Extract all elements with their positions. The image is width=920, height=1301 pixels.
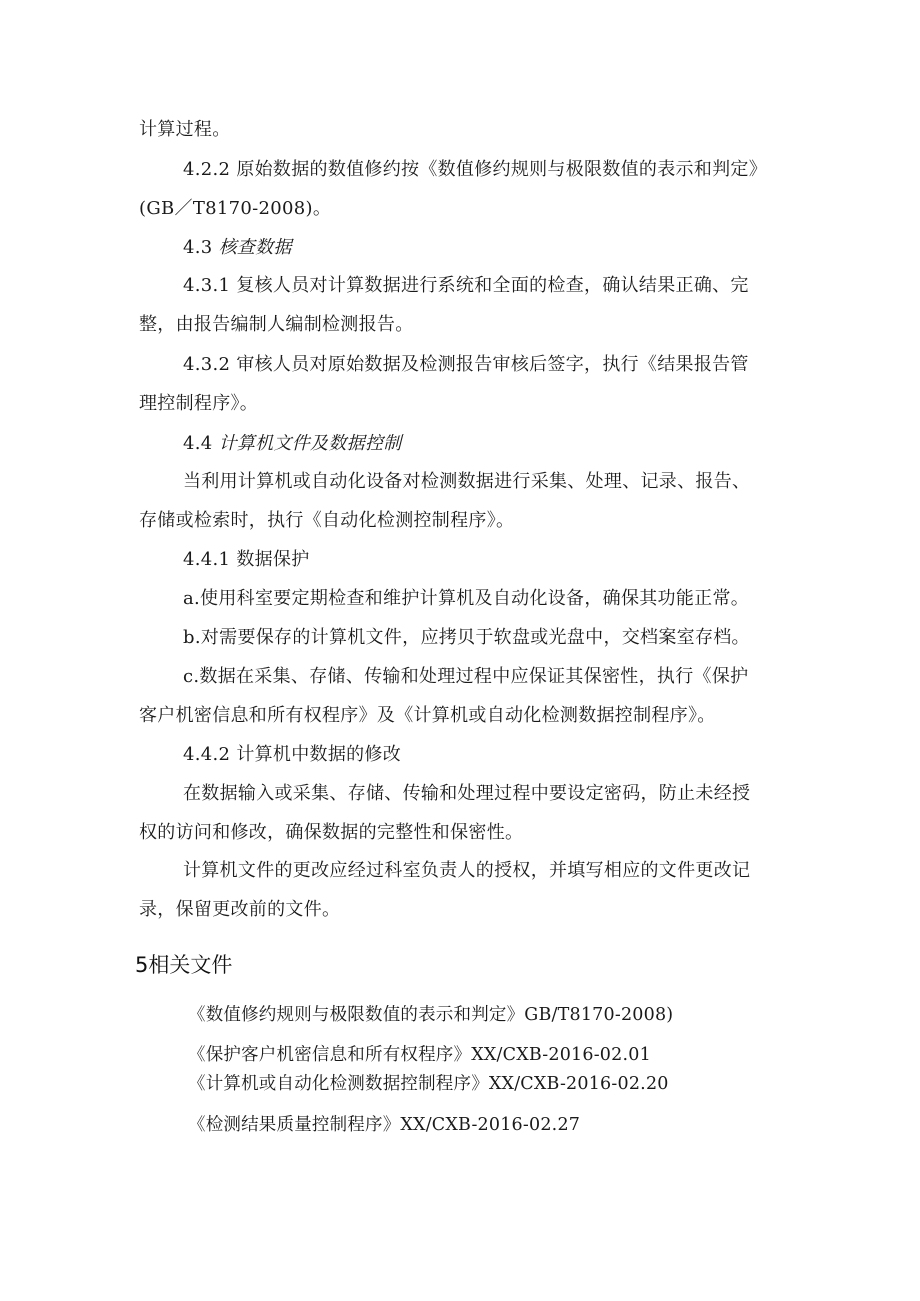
paragraph-line: 4.3.2 审核人员对原始数据及检测报告审核后签字，执行《结果报告管 [183, 354, 749, 375]
paragraph-line: 当利用计算机或自动化设备对检测数据进行采集、处理、记录、报告、 [183, 471, 751, 492]
paragraph-line: 存储或检索时，执行《自动化检测控制程序》。 [139, 510, 515, 531]
subsection-heading-4-4 [183, 431, 402, 457]
paragraph-line: 计算机文件的更改应经过科室负责人的授权，并填写相应的文件更改记 [183, 860, 751, 881]
paragraph-line: (GB／T8170-2008)。 [139, 198, 332, 219]
paragraph-line: b.对需要保存的计算机文件，应拷贝于软盘或光盘中，交档案室存档。 [183, 627, 750, 648]
reference-item: 《保护客户机密信息和所有权程序》XX/CXB-2016-02.01 [188, 1045, 651, 1065]
subsection-number: 4.4 [183, 433, 213, 454]
paragraph-line: 客户机密信息和所有权程序》及《计算机或自动化检测数据控制程序》。 [139, 705, 716, 726]
reference-item: 《数值修约规则与极限数值的表示和判定》GB/T8170-2008) [188, 1005, 674, 1025]
subsection-heading-4-3 [183, 235, 292, 261]
paragraph-line: 4.2.2 原始数据的数值修约按《数值修约规则与极限数值的表示和判定》 [183, 159, 768, 180]
subsection-title: 计算机文件及数据控制 [218, 433, 402, 454]
paragraph-line: 4.3.1 复核人员对计算数据进行系统和全面的检查，确认结果正确、完 [183, 275, 749, 296]
paragraph-line: c.数据在采集、存储、传输和处理过程中应保证其保密性，执行《保护 [183, 666, 749, 687]
paragraph-line: 录，保留更改前的文件。 [139, 899, 341, 920]
paragraph-line: 整，由报告编制人编制检测报告。 [139, 314, 414, 335]
subsection-title: 核查数据 [218, 237, 292, 258]
paragraph-line: 4.4.2 计算机中数据的修改 [183, 744, 402, 765]
paragraph-line: 在数据输入或采集、存储、传输和处理过程中要设定密码，防止未经授 [183, 783, 751, 804]
section-heading: 5相关文件 [135, 953, 233, 977]
paragraph-line: 理控制程序》。 [139, 393, 259, 414]
paragraph-line: 计算过程。 [139, 119, 231, 140]
paragraph-line: 4.4.1 数据保护 [183, 549, 310, 570]
paragraph-line: 权的访问和修改，确保数据的完整性和保密性。 [139, 822, 524, 843]
subsection-number: 4.3 [183, 237, 213, 258]
reference-item: 《计算机或自动化检测数据控制程序》XX/CXB-2016-02.20 [188, 1074, 669, 1094]
paragraph-line: a.使用科室要定期检查和维护计算机及自动化设备，确保其功能正常。 [183, 588, 750, 609]
reference-item: 《检测结果质量控制程序》XX/CXB-2016-02.27 [188, 1115, 581, 1135]
